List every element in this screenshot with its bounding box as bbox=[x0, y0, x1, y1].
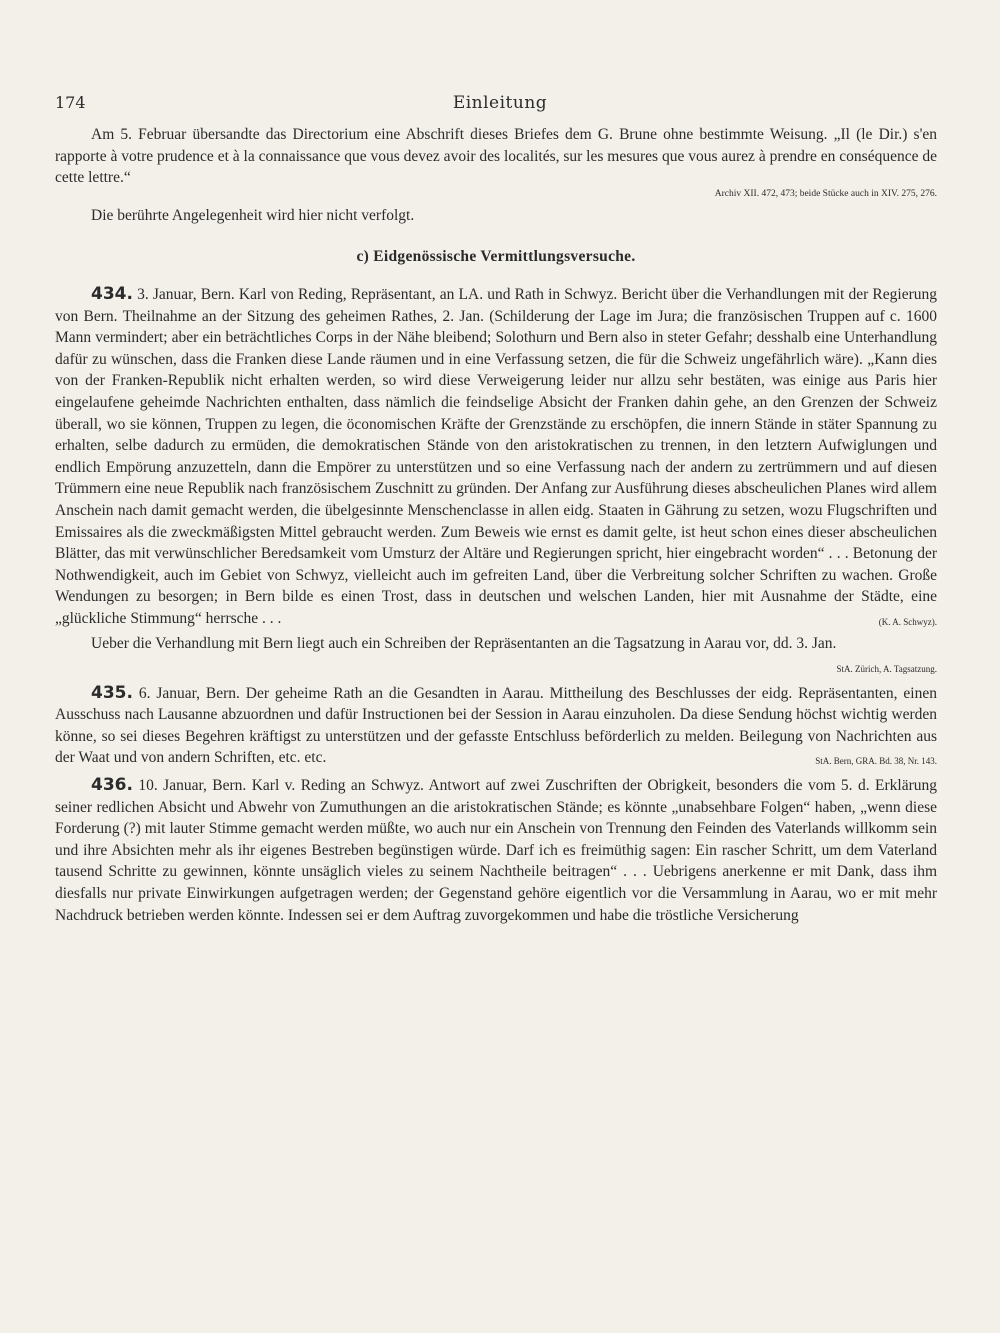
entry-number: 436. bbox=[91, 775, 133, 796]
intro-closing: Die berührte Angelegenheit wird hier nicht verfolgt. bbox=[91, 206, 415, 224]
entry-note-text: Ueber die Verhandlung mit Bern liegt auch ein Schreiben der Repräsentanten an die Tagsatzung in Aarau vor, dd. 3. Jan. bbox=[91, 635, 837, 653]
page-header bbox=[55, 93, 945, 119]
entry-citation: StA. Bern, GRA. Bd. 38, Nr. 143. bbox=[815, 756, 937, 767]
entry-number: 435. bbox=[91, 682, 133, 703]
entry-434 bbox=[55, 284, 937, 630]
entry-number: 434. bbox=[91, 283, 133, 304]
entry-citation: (K. A. Schwyz). bbox=[878, 616, 937, 627]
entry-434-note bbox=[55, 633, 937, 675]
entry-435 bbox=[55, 683, 937, 769]
running-title: Einleitung bbox=[452, 93, 548, 113]
section-heading: c) Eidgenössische Vermittlungsversuche. bbox=[356, 248, 636, 266]
entry-text: 3. Januar, Bern. Karl von Reding, Repräsentant, an LA. und Rath in Schwyz. Bericht über die Verhandlungen mit der Regierung von Bern. Theilnahme an der Sitzung des geheimen Rathes, 2. Jan. (Schilderung der Lage im Jura; die französischen Truppen auf c. 1600 Mann vermindert; aber ein beträchtliches Corps in der Nähe bleibend; Solothurn und Bern also in steter Gefahr; desshalb eine Unterhandlung dafür zu wünschen, dass die Franken diese Lande räumen und in eine Verfassung setzen, die für die Schweiz ungefährlich wäre). „Kann dies von der Franken-Republik nicht erhalten werden, so wird diese Verweigerung leider nur allzu sehr bestäten, was einige aus Paris hier eingelaufene geheimde Nachrichten enthalten, dass nämlich die feindselige Absicht der Franken dahin gehe, an den Grenzen der Schweiz überall, wo sie können, Truppen zu legen, die öconomischen Kräfte der Grenzstände zu erschöpfen, die innern Stände in stäter Spannung zu erhalten, selbe dadurch zu ermüden, die demokratischen Stände von den aristokratischen zu trennen, in den letztern Aufwiglungen und endlich Empörung anzuzetteln, dann die Empörer zu unterstützen und so eine Verfassung nach der andern zu zertrümmern und auf diesen Trümmern eine neue Republik nach französischem Zuschnitt zu gründen. Der Anfang zur Ausführung dieses abscheulichen Planes wird allem Anschein nach damit gemacht werden, die übelgesinnte Menschenclasse in allen eidg. Staaten in Gährung zu setzen, wozu Flugschriften und Emissaires als die zweckmäßigsten Mittel gebraucht werden. Zum Beweis wie ernst es damit gelte, ist heut schon eines dieser abscheulichen Blätter, das mit verwünschlicher Beredsamkeit vom Umsturz der Altäre und Regierungen spricht, hier eingebracht worden“ . . . Betonung der Nothwendigkeit, auch im Gebiet von Schwyz, vielleicht auch im gefreiten Land, über die Verbreitung solcher Schriften zu wachen. Große Wendungen zu besorgen; in Bern bilde es einen Trost, dass in deutschen und welschen Landen, hier mit Ausnahme der Städte, eine „glückliche Stimmung“ herrsche . . . bbox=[55, 285, 937, 627]
entry-436 bbox=[55, 775, 937, 926]
entry-text: 10. Januar, Bern. Karl v. Reding an Schwyz. Antwort auf zwei Zuschriften der Obrigkeit, besonders die vom 5. d. Erklärung seiner redlichen Absicht und Abwehr von Zumuthungen an die aristokratischen Stände; es könnte „unabsehbare Folgen“ haben, „wenn diese Forderung (?) mit lauter Stimme gemacht werden müßte, wo auch nur ein Anschein von Trennung den Feinden des Vaterlands willkomm sein und ihre Absichten mehr als ihr eigenes Bestreben begünstigen würde. Darf ich es freimüthig sagen: Ein rascher Schritt, um dem Vaterland tausend Schritte zu gewinnen, könnte unsäglich vieles zu seinem Nachtheile beitragen“ . . . Uebrigens anerkenne er mit Dank, dass ihm diesfalls nur private Einwirkungen aufgetragen werden; der Gegenstand gehöre eigentlich vor die Versammlung in Aarau, wo er mit mehr Nachdruck betrieben werden könnte. Indessen sei er dem Auftrag zuvorgekommen und habe die tröstliche Versicherung bbox=[55, 777, 937, 924]
page-number: 174 bbox=[55, 93, 86, 112]
page-body bbox=[55, 124, 937, 926]
archive-citation: Archiv XII. 472, 473; beide Stücke auch in XIV. 275, 276. bbox=[714, 188, 937, 199]
entry-note-citation: StA. Zürich, A. Tagsatzung. bbox=[836, 664, 937, 675]
entry-text: 6. Januar, Bern. Der geheime Rath an die Gesandten in Aarau. Mittheilung des Beschlusses der eidg. Repräsentanten, einen Ausschuss nach Lausanne abzuordnen und dafür Instructionen bei der Session in Aarau einzuholen. Da diese Sendung höchst wichtig werden könne, so sei dieses Begehren kräftigst zu unterstützen und der gefasste Entschluss beförderlich zu melden. Beilegung von Nachrichten aus der Waat und von andern Schriften, etc. etc. bbox=[55, 684, 937, 767]
intro-paragraph: Am 5. Februar übersandte das Directorium eine Abschrift dieses Briefes dem G. Brune ohne bestimmte Weisung. „Il (le Dir.) s'en rapporte à votre prudence et à la connaissance que vous devez avoir des localités, sur les mesures que vous aurez à prendre en conséquence de cette lettre.“ bbox=[55, 126, 937, 187]
